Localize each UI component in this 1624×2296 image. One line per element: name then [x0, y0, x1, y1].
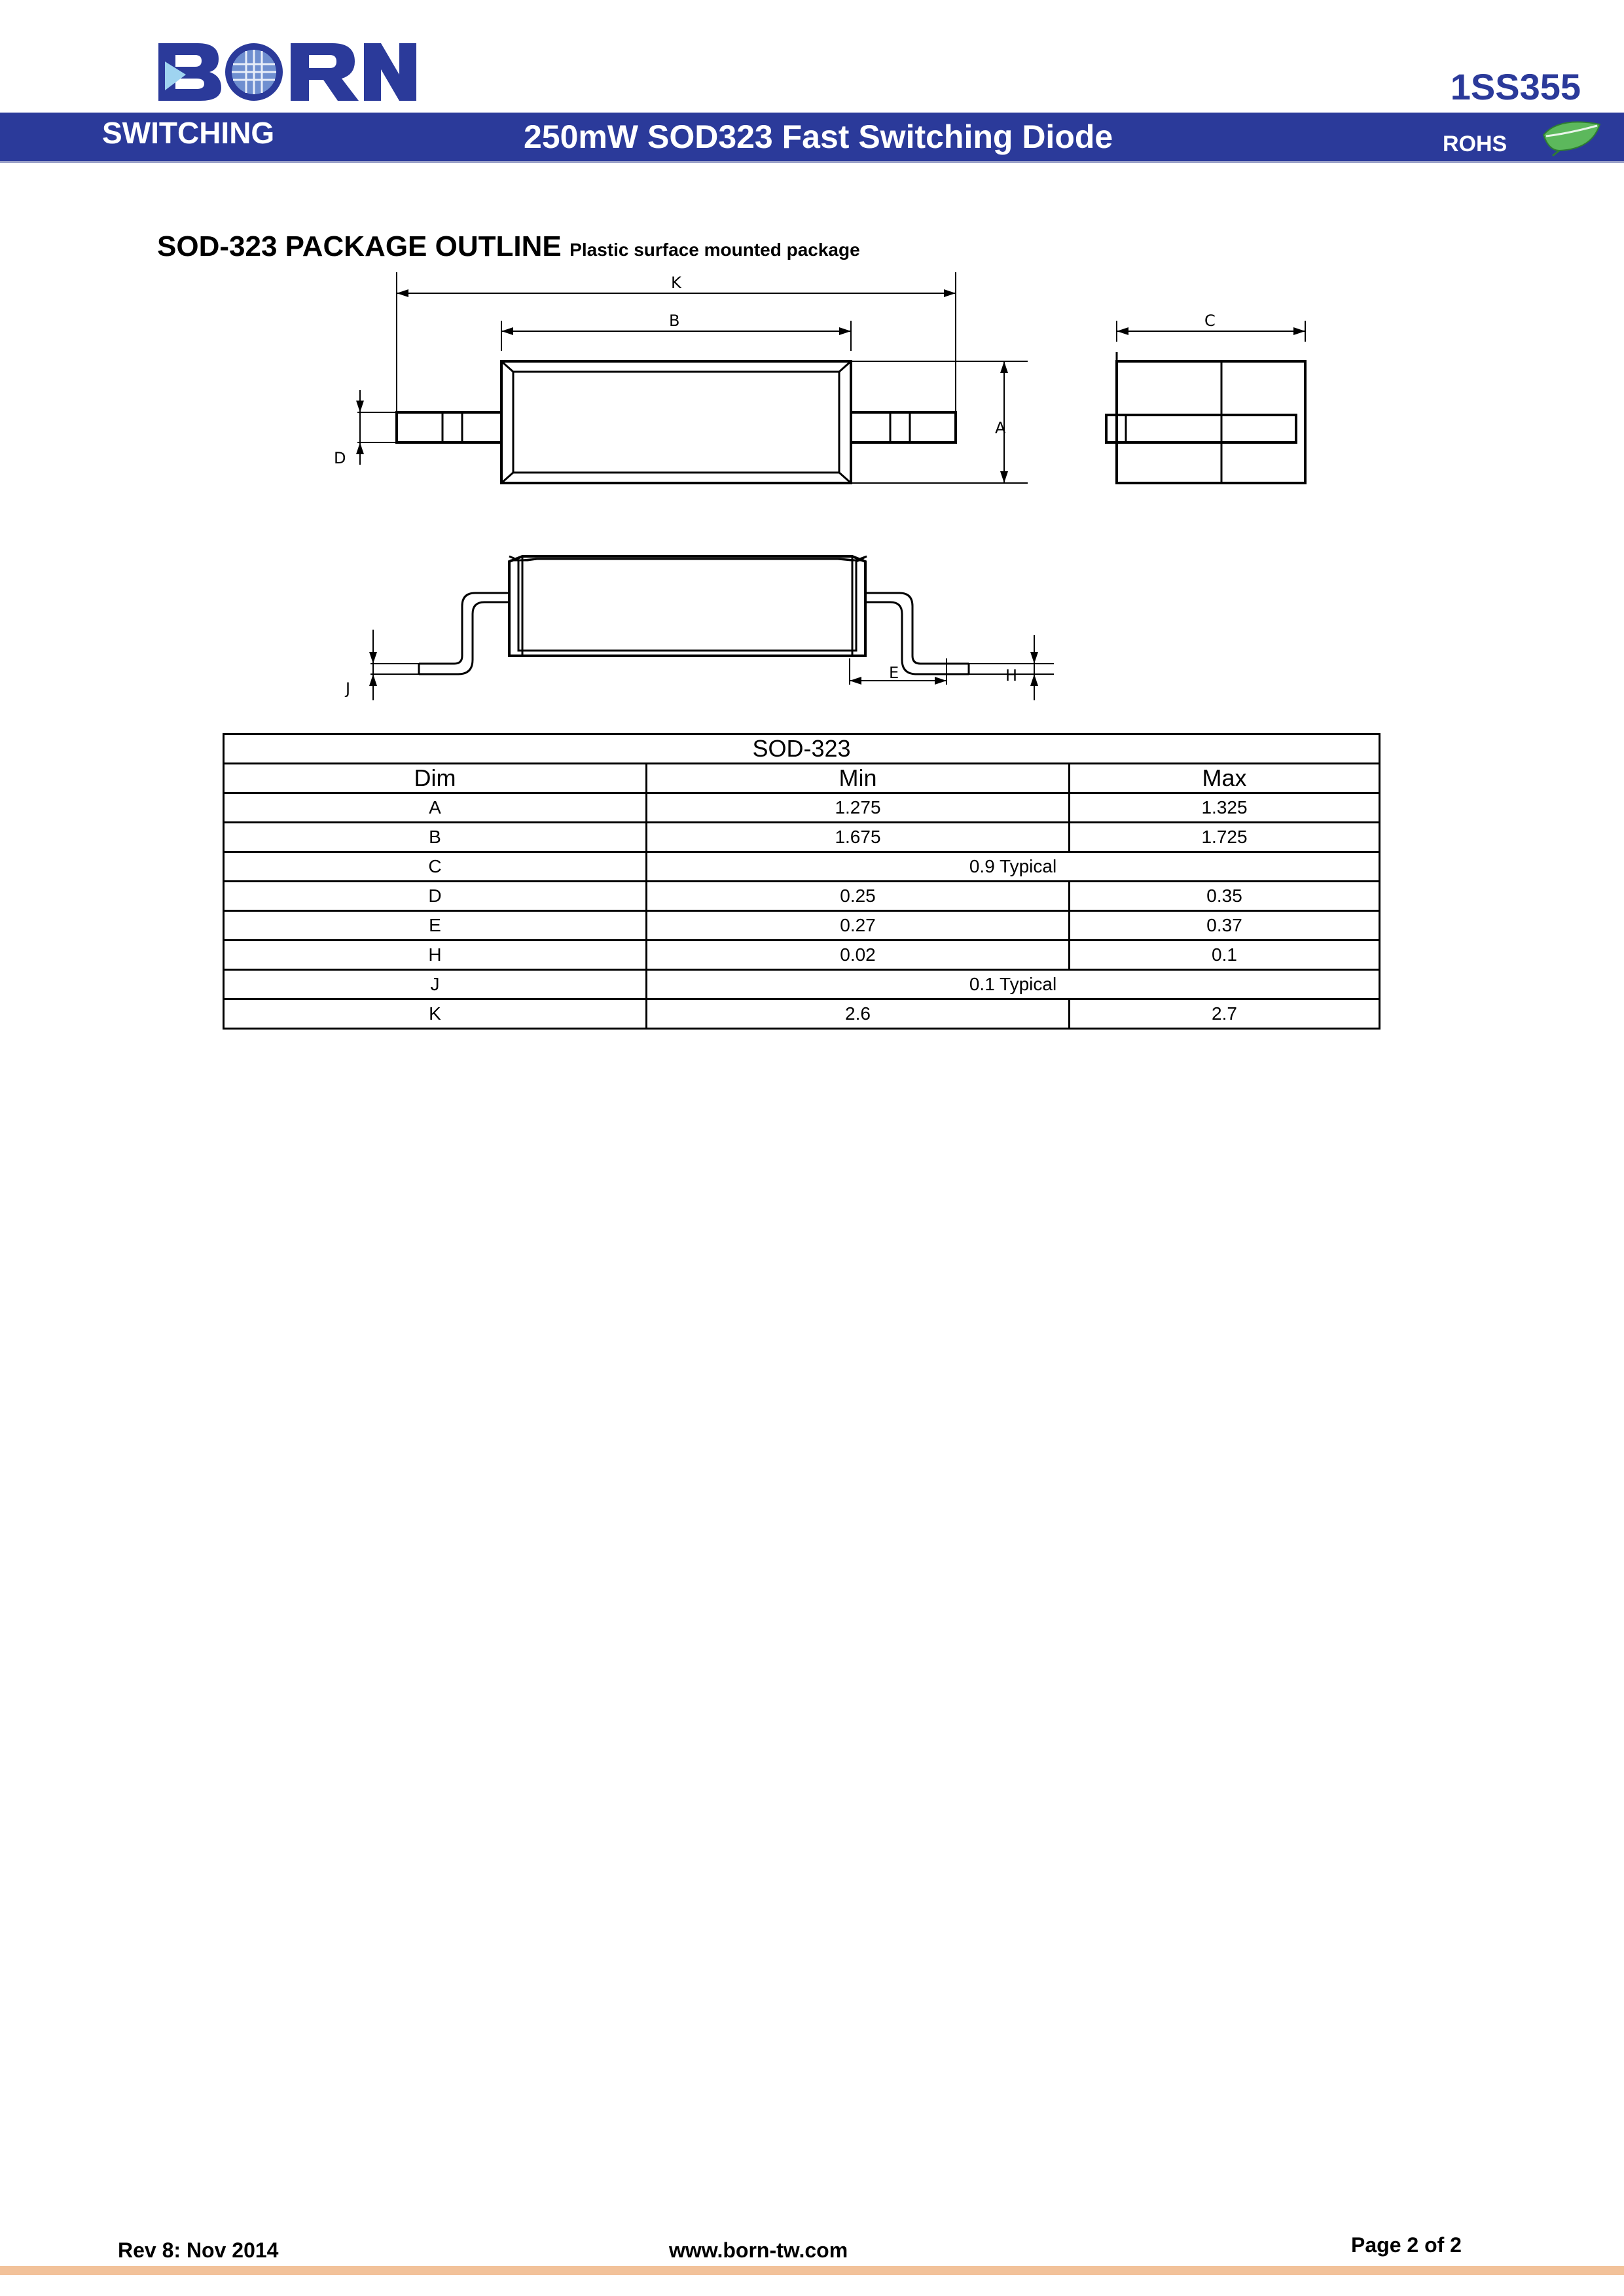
- footer-revision: Rev 8: Nov 2014: [118, 2238, 279, 2262]
- cell-dim: E: [224, 911, 647, 941]
- logo-letter-n: [364, 43, 416, 101]
- table-row: [224, 823, 1380, 852]
- table-row: [224, 852, 1380, 882]
- section-heading: [157, 230, 860, 263]
- footer-page-number: Page 2 of 2: [1351, 2233, 1462, 2257]
- cell-dim: C: [224, 852, 647, 882]
- cell-min: 1.675: [647, 823, 1070, 852]
- table-title-row: [224, 734, 1380, 764]
- package-outline-drawing: [314, 268, 1401, 700]
- table-row: [224, 911, 1380, 941]
- cell-dim: K: [224, 999, 647, 1029]
- cell-typical: 0.9 Typical: [647, 852, 1380, 882]
- end-view: [1106, 312, 1305, 483]
- cell-typical: 0.1 Typical: [647, 970, 1380, 999]
- dimension-table: [223, 733, 1380, 1030]
- label-e: E: [889, 664, 899, 682]
- part-number: 1SS355: [1450, 66, 1581, 107]
- table-title: SOD-323: [224, 734, 1380, 764]
- cell-max: 1.725: [1070, 823, 1380, 852]
- header-max: Max: [1070, 764, 1380, 793]
- label-c: C: [1204, 312, 1216, 330]
- top-view: [334, 272, 1028, 483]
- leaf-icon: [1540, 115, 1602, 157]
- cell-max: 1.325: [1070, 793, 1380, 823]
- cell-dim: D: [224, 882, 647, 911]
- cell-min: 0.02: [647, 941, 1070, 970]
- company-logo: [156, 38, 418, 106]
- cell-min: 0.27: [647, 911, 1070, 941]
- logo-letter-r: [291, 43, 359, 101]
- document-title: 250mW SOD323 Fast Switching Diode: [524, 118, 1113, 155]
- cell-min: 0.25: [647, 882, 1070, 911]
- table-row: [224, 793, 1380, 823]
- cell-dim: J: [224, 970, 647, 999]
- table-header-row: [224, 764, 1380, 793]
- label-d: D: [334, 449, 346, 467]
- cell-min: 1.275: [647, 793, 1070, 823]
- label-h: H: [1005, 666, 1018, 685]
- table-row: [224, 882, 1380, 911]
- title-band: [0, 113, 1624, 161]
- header-min: Min: [647, 764, 1070, 793]
- table-row: [224, 970, 1380, 999]
- front-view: [344, 556, 1054, 700]
- cell-max: 2.7: [1070, 999, 1380, 1029]
- table-row: [224, 941, 1380, 970]
- cell-min: 2.6: [647, 999, 1070, 1029]
- rohs-label: ROHS: [1443, 132, 1507, 156]
- cell-dim: H: [224, 941, 647, 970]
- label-j: J: [346, 679, 351, 698]
- cell-max: 0.35: [1070, 882, 1380, 911]
- footer-rule: [0, 2266, 1624, 2275]
- category-label: SWITCHING: [102, 116, 275, 150]
- section-subtitle: Plastic surface mounted package: [569, 240, 860, 260]
- table-row: [224, 999, 1380, 1029]
- header-dim: Dim: [224, 764, 647, 793]
- cell-max: 0.1: [1070, 941, 1380, 970]
- cell-dim: B: [224, 823, 647, 852]
- label-k: K: [671, 274, 681, 292]
- section-title: SOD-323 PACKAGE OUTLINE: [157, 230, 562, 262]
- cell-max: 0.37: [1070, 911, 1380, 941]
- footer-website-link[interactable]: www.born-tw.com: [669, 2238, 848, 2262]
- label-b: B: [669, 312, 680, 330]
- label-a: A: [995, 419, 1006, 437]
- cell-dim: A: [224, 793, 647, 823]
- header-rule: [0, 161, 1624, 163]
